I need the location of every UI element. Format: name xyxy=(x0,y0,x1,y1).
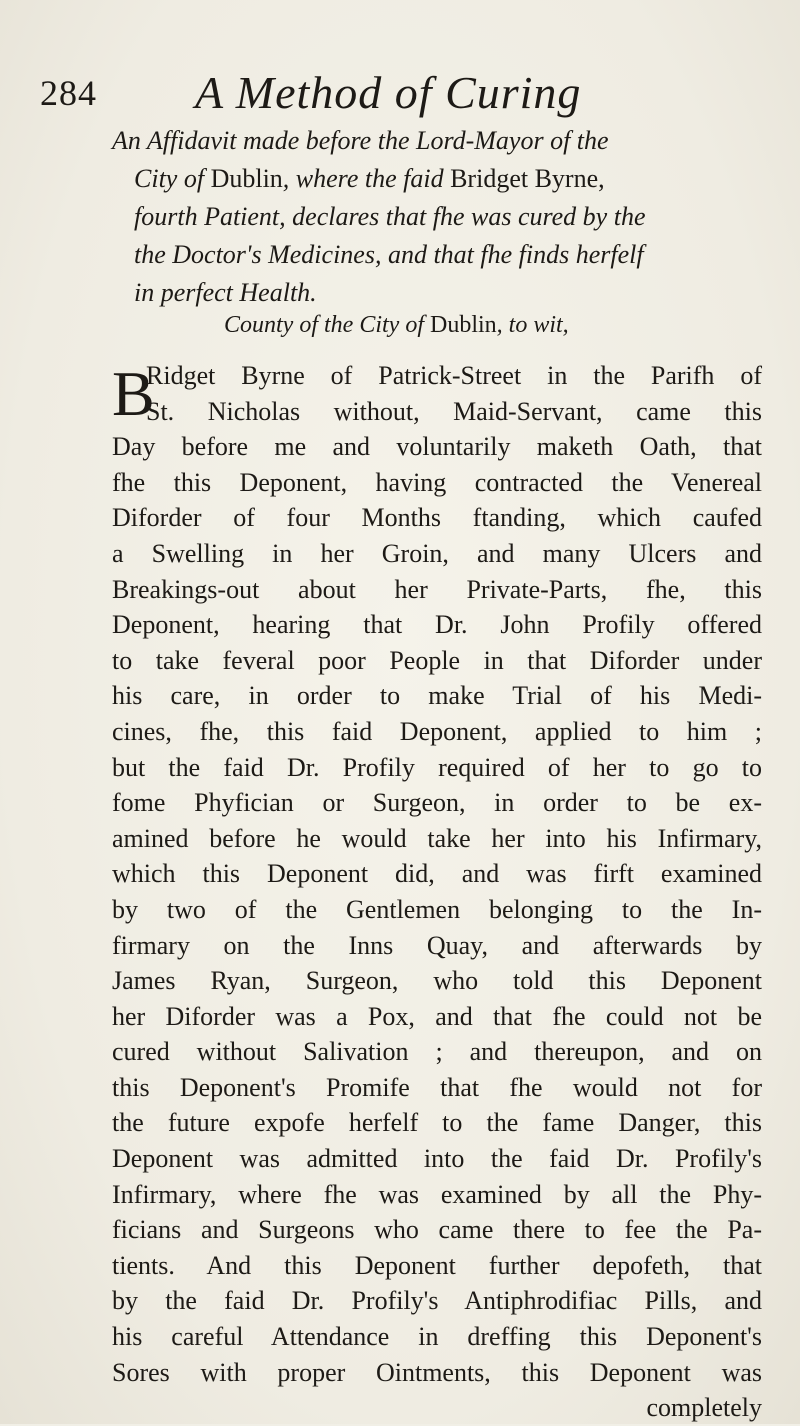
body-line: James Ryan, Surgeon, who told this Deponent xyxy=(112,966,762,996)
drop-cap: B xyxy=(112,358,155,429)
body-line: by the faid Dr. Profily's Antiphrodifiac Pills, and xyxy=(112,1286,762,1316)
body-line: tients. And this Deponent further depofeth, that xyxy=(112,1250,762,1280)
body-line: this Deponent's Promife that fhe would not for xyxy=(112,1072,762,1102)
body-line: Deponent was admitted into the faid Dr. Profily's xyxy=(112,1144,762,1174)
page-number: 284 xyxy=(40,73,97,113)
body-line: ficians and Surgeons who came there to fee the Pa- xyxy=(112,1215,762,1245)
body-line: Sores with proper Ointments, this Deponent was xyxy=(112,1357,762,1387)
body-line: fome Phyfician or Surgeon, in order to be ex- xyxy=(112,788,762,818)
affidavit-body xyxy=(112,358,762,1426)
body-line: to take feveral poor People in that Diforder under xyxy=(112,645,762,675)
body-line: his careful Attendance in dreffing this Deponent's xyxy=(112,1322,762,1352)
body-line: cured without Salivation ; and thereupon, and on xyxy=(112,1037,762,1067)
body-line: cines, fhe, this faid Deponent, applied to him ; xyxy=(112,716,762,746)
body-line: Deponent, hearing that Dr. John Profily offered xyxy=(112,610,762,640)
body-line: her Diforder was a Pox, and that fhe could not be xyxy=(112,1001,762,1031)
heading-line: in perfect Health. xyxy=(134,278,317,307)
body-line: his care, in order to make Trial of his Medi- xyxy=(112,681,762,711)
body-line: the future expofe herfelf to the fame Danger, this xyxy=(112,1108,762,1138)
running-title: A Method of Curing xyxy=(195,67,582,118)
body-line: by two of the Gentlemen belonging to the In- xyxy=(112,894,762,924)
body-line: which this Deponent did, and was firft examined xyxy=(112,859,762,889)
body-line: St. Nicholas without, Maid-Servant, came this xyxy=(146,396,762,426)
affidavit-heading xyxy=(112,122,762,312)
body-line: Breakings-out about her Private-Parts, fhe, this xyxy=(112,574,762,604)
body-line: completely xyxy=(646,1393,762,1423)
heading-line: fourth Patient, declares that fhe was cured by the xyxy=(134,202,646,231)
body-line: Diforder of four Months ftanding, which caufed xyxy=(112,503,762,533)
heading-line: the Doctor's Medicines, and that fhe finds herfelf xyxy=(134,240,644,269)
body-line: Infirmary, where fhe was examined by all the Phy- xyxy=(112,1179,762,1209)
body-line: Day before me and voluntarily maketh Oath, that xyxy=(112,432,762,462)
body-line: Ridget Byrne of Patrick-Street in the Parifh of xyxy=(146,361,762,390)
body-line: a Swelling in her Groin, and many Ulcers and xyxy=(112,538,762,568)
body-line: fhe this Deponent, having contracted the Venereal xyxy=(112,467,762,497)
heading-line: City of Dublin, where the faid Bridget Byrne, xyxy=(134,164,605,193)
body-line: but the faid Dr. Profily required of her to go to xyxy=(112,752,762,782)
heading-line: An Affidavit made before the Lord-Mayor of the xyxy=(112,126,609,155)
body-line: firmary on the Inns Quay, and afterwards by xyxy=(112,930,762,960)
body-line: amined before he would take her into his Infirmary, xyxy=(112,823,762,853)
county-line: County of the City of Dublin, to wit, xyxy=(224,312,569,338)
